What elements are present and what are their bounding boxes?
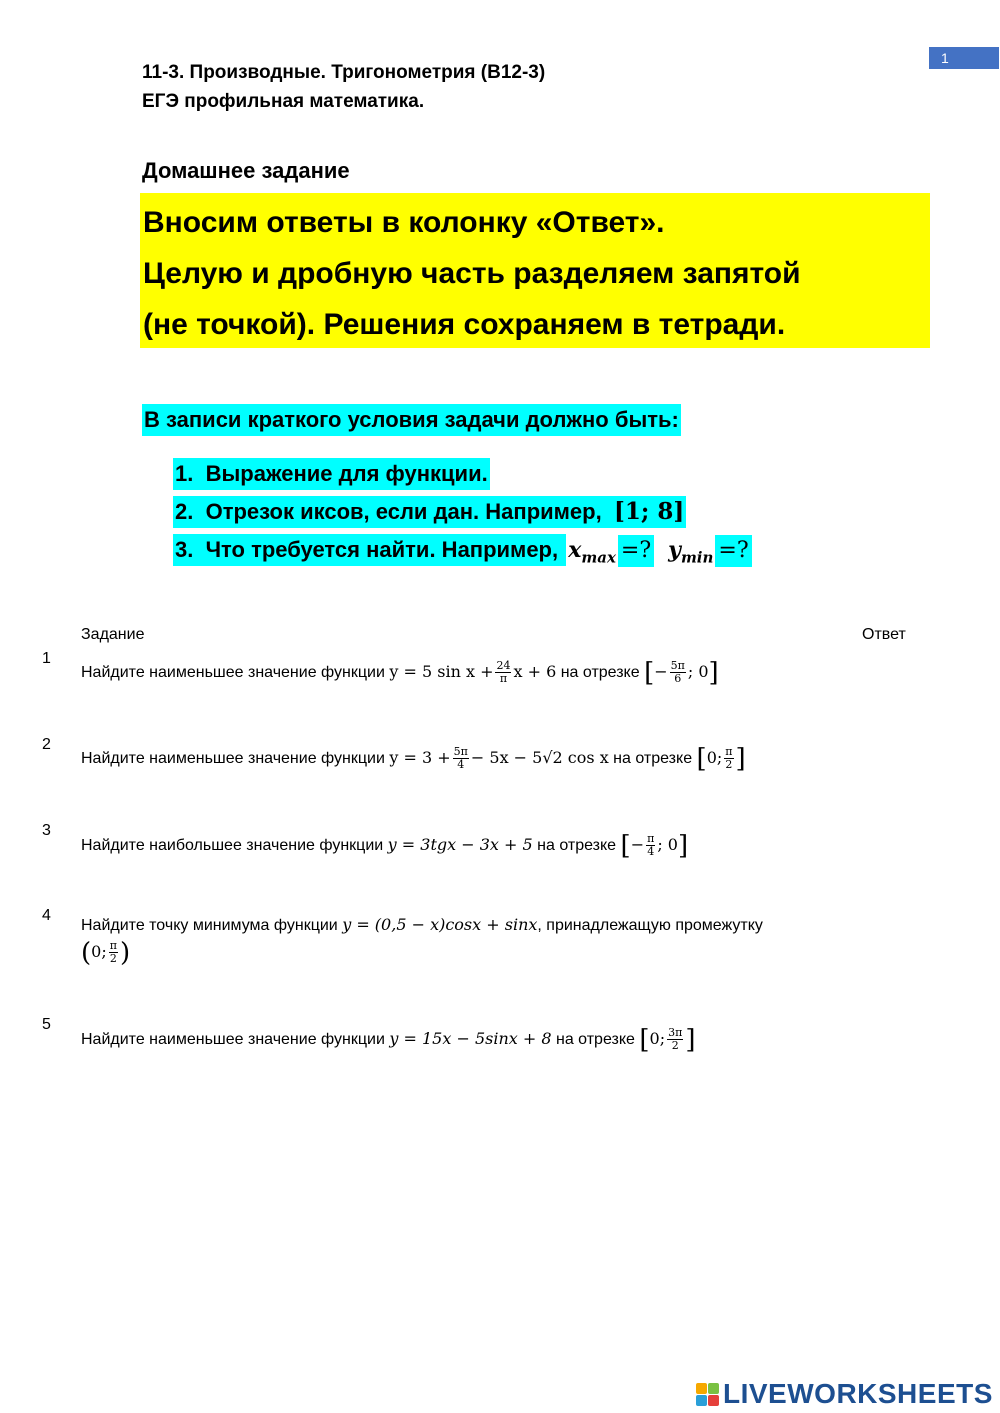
document-subtitle: ЕГЭ профильная математика.: [142, 91, 425, 112]
task-number: 2: [42, 736, 51, 753]
segment: 0;: [706, 748, 723, 767]
formula: y = 15x − 5sinx + 8: [389, 1029, 552, 1048]
formula: − 5x − 5√2 cos x: [470, 748, 609, 767]
liveworksheets-logo[interactable]: [696, 1378, 993, 1410]
x-max-subscript: max: [581, 548, 616, 567]
y-min-symbol: y: [668, 537, 681, 563]
numerator: π: [725, 745, 733, 759]
task-2: Найдите наименьшее значение функции y = 3 + $\frac{5\pi}{4}$ − 5x − 5√2 cos x на отрезке [0; $\frac{\pi}{2}$ ]: [81, 743, 746, 774]
formula: y = (0,5 − x)cosx + sinx: [342, 915, 538, 934]
segment: −: [630, 835, 645, 854]
segment: ; 0: [687, 662, 709, 681]
segment-label: на отрезке: [555, 1031, 635, 1048]
fraction: [453, 746, 469, 771]
condition-item-2: [173, 496, 686, 528]
y-min-subscript: min: [680, 548, 714, 567]
task-number: 1: [42, 650, 51, 667]
segment-label: на отрезке: [613, 750, 693, 767]
formula: x + 6: [513, 662, 557, 681]
task-1: Найдите наименьшее значение функции y = 5 sin x + $\frac{24}{\pi}$ x + 6 на отрезке [− $\frac{5\pi}{6}$ ; 0]: [81, 657, 719, 688]
formula: y = 5 sin x +: [389, 662, 494, 681]
segment-label: на отрезке: [560, 664, 640, 681]
task-text: Найдите наименьшее значение функции: [81, 1031, 385, 1048]
denominator: 6: [674, 672, 682, 686]
task-suffix: , принадлежащую промежутку: [537, 917, 763, 934]
task-text: Найдите наибольшее значение функции: [81, 837, 384, 854]
task-text: Найдите наименьшее значение функции: [81, 750, 385, 767]
x-max-symbol: x: [568, 537, 582, 563]
numerator: π: [109, 939, 117, 953]
condition-heading: В записи краткого условия задачи должно быть:: [142, 404, 681, 436]
column-header-answer: Ответ: [862, 626, 906, 643]
formula: y = 3tgx − 3x + 5: [387, 835, 533, 854]
fraction: [495, 660, 511, 685]
segment: ; 0: [657, 835, 678, 854]
segment: −: [654, 662, 668, 681]
fraction: [724, 746, 733, 771]
denominator: 2: [671, 1039, 679, 1053]
task-number: 4: [42, 907, 51, 924]
item-text: Что требуется найти. Например,: [205, 537, 559, 562]
item-text: Выражение для функции.: [205, 461, 488, 486]
segment-example: [1; 8]: [613, 498, 685, 525]
numerator: 5π: [670, 659, 685, 673]
denominator: 4: [457, 758, 465, 772]
formula: y = 3 +: [389, 748, 451, 767]
task-5: Найдите наименьшее значение функции y = 15x − 5sinx + 8 на отрезке [0; $\frac{3\pi}{2}$ ]: [81, 1024, 696, 1055]
column-header-task: Задание: [81, 626, 145, 643]
fraction: [646, 833, 655, 858]
instructions-box: [140, 193, 930, 348]
instruction-line: Вносим ответы в колонку «Ответ».: [143, 206, 665, 239]
numerator: 3π: [668, 1026, 683, 1040]
condition-item-1: [173, 458, 490, 490]
homework-heading: Домашнее задание: [142, 158, 350, 183]
fraction: [667, 1027, 683, 1052]
item-text: Отрезок иксов, если дан. Например,: [205, 499, 602, 524]
fraction: [109, 940, 118, 965]
task-number: 3: [42, 822, 51, 839]
task-4-interval: (0; $\frac{\pi}{2}$ ): [81, 937, 131, 968]
denominator: π: [499, 672, 508, 686]
task-3: Найдите наибольшее значение функции y = 3tgx − 3x + 5 на отрезке [− $\frac{\pi}{4}$ ; 0]: [81, 830, 689, 861]
item-number: 3.: [175, 537, 194, 562]
numerator: π: [647, 832, 655, 846]
item-number: 1.: [175, 461, 194, 486]
task-text: Найдите точку минимума функции: [81, 917, 338, 934]
instruction-line: Целую и дробную часть разделяем запятой: [143, 257, 801, 290]
denominator: 2: [725, 758, 733, 772]
condition-item-3: [173, 534, 752, 566]
logo-mark-icon: [696, 1383, 719, 1406]
logo-text: LIVEWORKSHEETS: [723, 1378, 993, 1409]
denominator: 2: [109, 952, 117, 966]
y-min-eq: =?: [715, 535, 751, 567]
task-number: 5: [42, 1016, 51, 1033]
document-title: 11-3. Производные. Тригонометрия (B12-3): [142, 62, 546, 83]
denominator: 4: [647, 845, 655, 859]
numerator: 5π: [453, 745, 468, 759]
x-max-eq: =?: [618, 535, 654, 567]
numerator: 24: [496, 659, 511, 673]
segment: 0;: [91, 942, 107, 961]
fraction: [670, 660, 686, 685]
item-number: 2.: [175, 499, 194, 524]
segment-label: на отрезке: [537, 837, 617, 854]
instruction-line: (не точкой). Решения сохраняем в тетради.: [143, 308, 786, 341]
page-number-badge: 1: [929, 47, 999, 69]
task-4: [81, 913, 763, 938]
segment: 0;: [649, 1029, 666, 1048]
task-text: Найдите наименьшее значение функции: [81, 664, 385, 681]
